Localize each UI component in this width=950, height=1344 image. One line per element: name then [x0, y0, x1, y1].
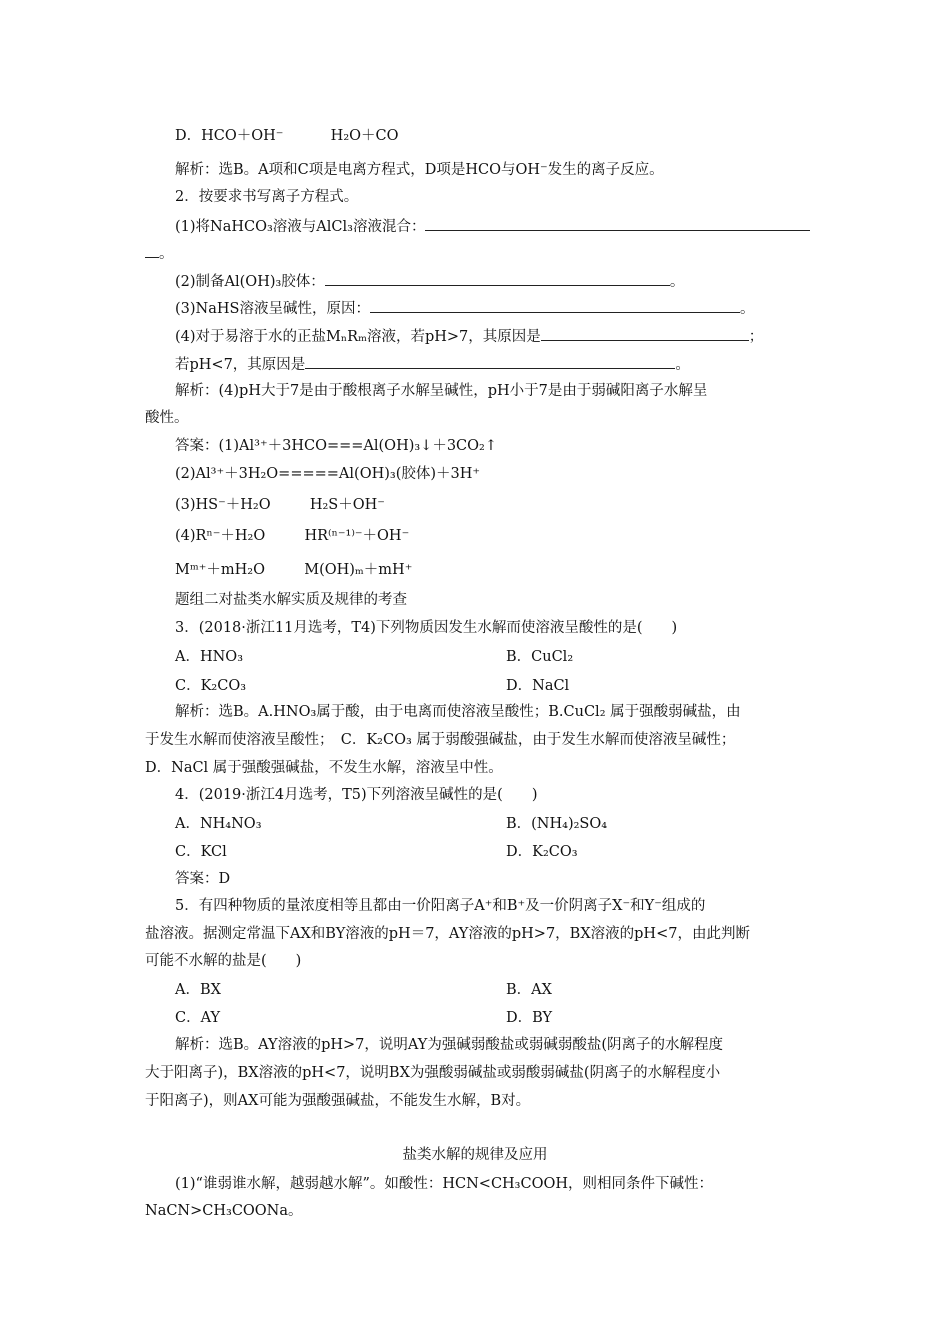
q2-explanation-2: 酸性。	[145, 410, 189, 426]
q2-answer-3-left: (3)HS⁻＋H₂O	[175, 497, 271, 513]
q2-part2-tail: 。	[669, 274, 685, 290]
q2-answer-5-left: Mᵐ⁺＋mH₂O	[175, 562, 265, 578]
rules-paragraph-1-cont: NaCN>CH₃COONa。	[145, 1203, 303, 1219]
answer-blank[interactable]	[425, 216, 810, 231]
q2-answer-1: 答案：(1)Al³⁺＋3HCO===Al(OH)₃↓＋3CO₂↑	[175, 438, 498, 454]
answer-blank[interactable]	[370, 298, 740, 313]
group2-title: 题组二对盐类水解实质及规律的考查	[175, 592, 407, 608]
q1-option-d-right: H₂O＋CO	[330, 128, 399, 144]
q5-explanation-3: 于阳离子)，则AX可能为强酸强碱盐，不能发生水解，B对。	[145, 1093, 531, 1109]
q5-option-c: C．AY	[175, 1010, 221, 1026]
q2-part4	[175, 326, 763, 347]
q4-answer: 答案：D	[175, 871, 231, 887]
q2-answer-5	[175, 560, 412, 580]
q3-explanation-1: 解析：选B。A.HNO₃属于酸，由于电离而使溶液呈酸性；B.CuCl₂ 属于强酸弱碱盐，由	[175, 704, 741, 720]
q2-part3-text: (3)NaHS溶液呈碱性，原因：	[175, 301, 370, 317]
q2-part1-text: (1)将NaHCO₃溶液与AlCl₃溶液混合：	[175, 219, 426, 235]
q2-answer-4-left: (4)Rⁿ⁻＋H₂O	[175, 528, 266, 544]
section-title: 盐类水解的规律及应用	[402, 1147, 548, 1163]
q3-option-a: A．HNO₃	[175, 649, 244, 665]
answer-blank[interactable]	[305, 354, 675, 369]
q4-option-a: A．NH₄NO₃	[175, 816, 262, 832]
answer-blank[interactable]	[541, 326, 749, 341]
q2-part4b-tail: 。	[675, 357, 690, 373]
q2-part4b-text: 若pH<7，其原因是	[175, 357, 306, 373]
q5-option-a: A．BX	[175, 982, 221, 998]
q2-answer-3-right: H₂S＋OH⁻	[309, 497, 385, 513]
q1-explanation: 解析：选B。A项和C项是电离方程式，D项是HCO与OH⁻发生的离子反应。	[175, 162, 664, 178]
q3-stem: 3．(2018·浙江11月选考，T4)下列物质因发生水解而使溶液呈酸性的是( )	[175, 620, 678, 636]
answer-blank[interactable]	[325, 271, 670, 286]
q2-part1-cont	[145, 243, 174, 264]
q2-part4-tail: ；	[748, 329, 764, 345]
q3-option-d: D．NaCl	[506, 678, 570, 694]
q2-part1	[175, 216, 810, 237]
q2-part3	[175, 298, 754, 319]
q4-option-c: C．KCl	[175, 844, 227, 860]
q2-answer-4	[175, 526, 409, 546]
q2-explanation-1: 解析：(4)pH大于7是由于酸根离子水解呈碱性，pH小于7是由于弱碱阳离子水解呈	[175, 383, 708, 399]
q3-option-b: B．CuCl₂	[506, 649, 574, 665]
q4-option-d: D．K₂CO₃	[506, 844, 578, 860]
q5-stem-2: 盐溶液。据测定常温下AX和BY溶液的pH＝7，AY溶液的pH>7，BX溶液的pH<7，由此判断	[145, 926, 750, 942]
q2-answer-5-right: M(OH)ₘ＋mH⁺	[304, 562, 413, 578]
q3-option-c: C．K₂CO₃	[175, 678, 247, 694]
answer-blank[interactable]	[145, 243, 159, 258]
q2-answer-3	[175, 495, 385, 515]
q2-part2-text: (2)制备Al(OH)₃胶体：	[175, 274, 325, 290]
q2-answer-4-right: HR⁽ⁿ⁻¹⁾⁻＋OH⁻	[304, 528, 410, 544]
q5-stem-3: 可能不水解的盐是( )	[145, 953, 302, 969]
q2-part4b	[175, 354, 690, 375]
q5-explanation-2: 大于阳离子)，BX溶液的pH<7，说明BX为强酸弱碱盐或弱酸弱碱盐(阴离子的水解程度小	[145, 1065, 721, 1081]
q5-explanation-1: 解析：选B。AY溶液的pH>7，说明AY为强碱弱酸盐或弱碱弱酸盐(阴离子的水解程度	[175, 1037, 724, 1053]
q2-title: 2．按要求书写离子方程式。	[175, 189, 359, 205]
q4-option-b: B．(NH₄)₂SO₄	[506, 816, 608, 832]
q3-explanation-2: 于发生水解而使溶液呈酸性； C．K₂CO₃ 属于弱酸强碱盐，由于发生水解而使溶液呈碱性；	[145, 732, 736, 748]
q4-stem: 4．(2019·浙江4月选考，T5)下列溶液呈碱性的是( )	[175, 787, 538, 803]
q5-stem-1: 5．有四种物质的量浓度相等且都由一价阳离子A⁺和B⁺及一价阴离子X⁻和Y⁻组成的	[175, 898, 706, 914]
q2-part3-tail: 。	[739, 301, 755, 317]
q5-option-d: D．BY	[506, 1010, 553, 1026]
q1-option-d-left: D．HCO＋OH⁻	[175, 128, 284, 144]
q2-answer-2: (2)Al³⁺＋3H₂O=====Al(OH)₃(胶体)＋3H⁺	[175, 466, 481, 482]
q5-option-b: B．AX	[506, 982, 552, 998]
q2-part4-text: (4)对于易溶于水的正盐MₙRₘ溶液，若pH>7，其原因是	[175, 329, 541, 345]
q1-option-d	[175, 126, 399, 146]
q3-explanation-3: D．NaCl 属于强酸强碱盐，不发生水解，溶液呈中性。	[145, 760, 503, 776]
rules-paragraph-1: (1)“谁弱谁水解，越弱越水解”。如酸性：HCN<CH₃COOH，则相同条件下碱性：	[175, 1176, 714, 1192]
q2-part1-tail: 。	[159, 246, 174, 262]
q2-part2	[175, 271, 684, 292]
